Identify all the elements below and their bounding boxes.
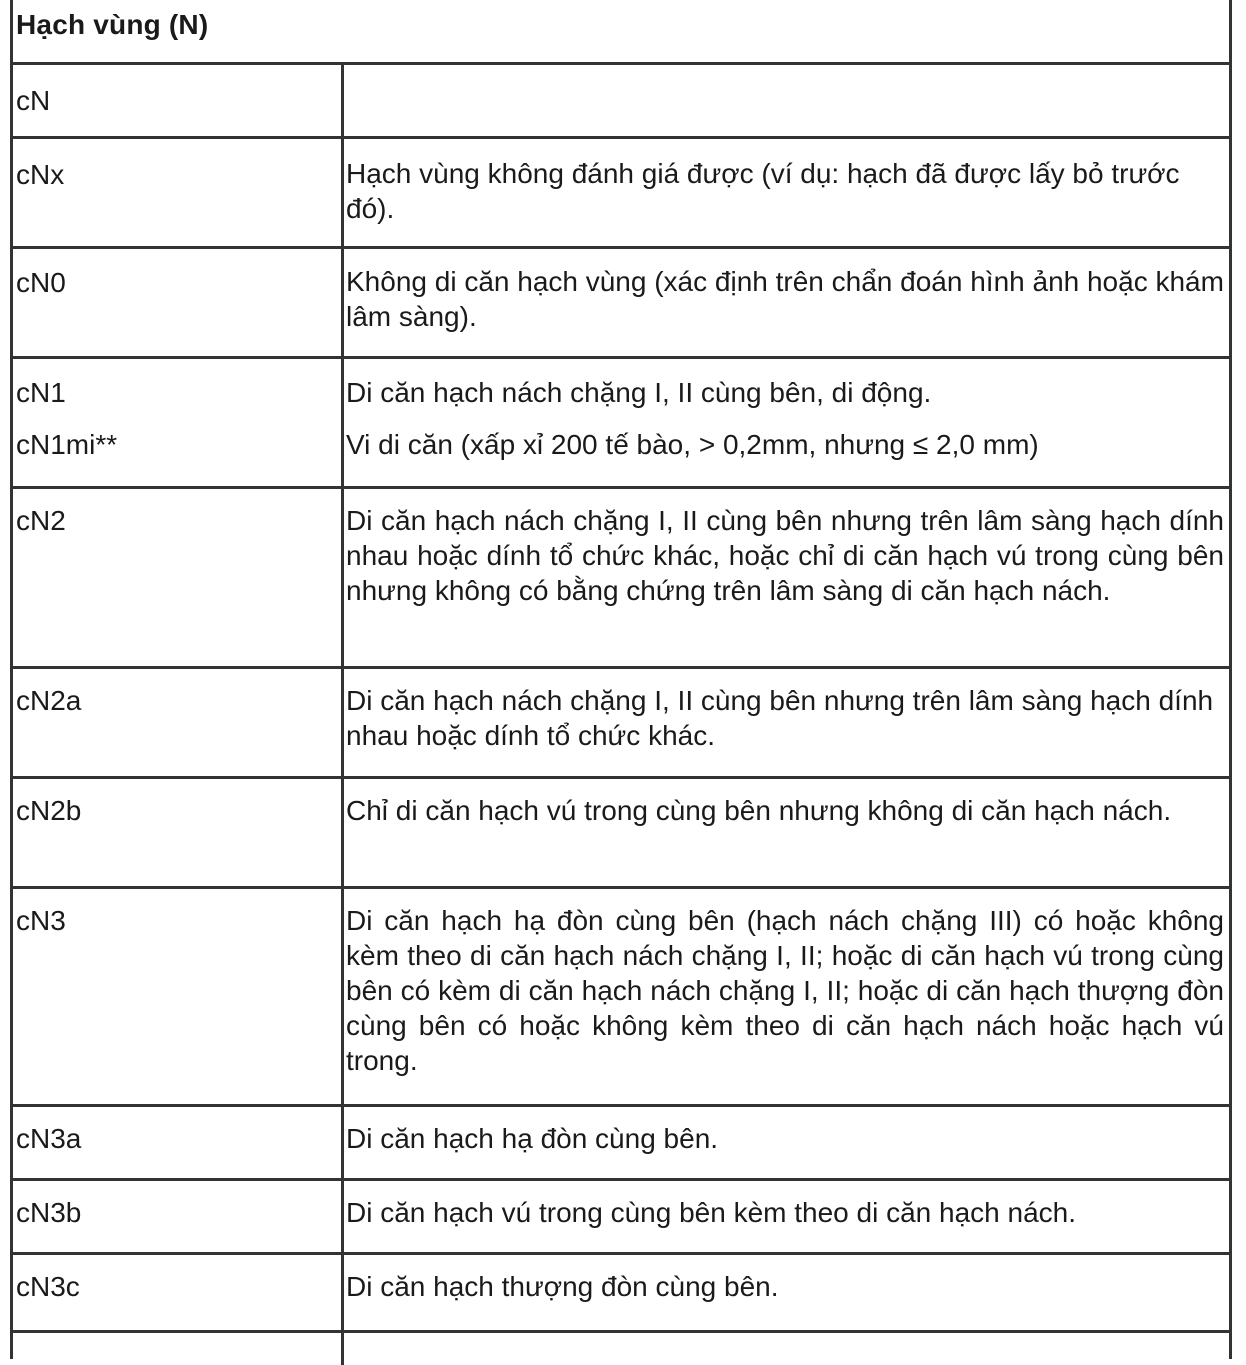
stage-description: Di căn hạch vú trong cùng bên kèm theo di căn hạch nách. xyxy=(346,1197,1077,1228)
stage-code: cN2b xyxy=(16,795,82,826)
stage-code: cN1 xyxy=(16,377,66,408)
table-title: Hạch vùng (N) xyxy=(16,9,209,40)
stage-description-group xyxy=(346,367,1224,471)
stage-code: cN1mi** xyxy=(16,429,118,460)
stage-description: Di căn hạch hạ đòn cùng bên (hạch nách chặng III) có hoặc không kèm theo di căn hạch nách chặng I, II; hoặc di căn hạch vú trong cùng bên có kèm di căn hạch nách chặng I, II; hoặc di căn hạch thượng đòn cùng bên có hoặc không kèm theo di căn hạch nách hoặc hạch vú trong. xyxy=(346,905,1224,1076)
table-row xyxy=(13,359,1229,489)
stage-description: Không di căn hạch vùng (xác định trên chẩn đoán hình ảnh hoặc khám lâm sàng). xyxy=(346,266,1224,332)
stage-description: Chỉ di căn hạch vú trong cùng bên nhưng không di căn hạch nách. xyxy=(346,795,1172,826)
stage-code: cN3 xyxy=(16,905,66,936)
table-row xyxy=(13,489,1229,669)
table-row xyxy=(13,889,1229,1107)
table-row xyxy=(13,1107,1229,1181)
stage-code-group xyxy=(16,367,117,471)
table-row xyxy=(13,249,1229,359)
stage-description: Di căn hạch nách chặng I, II cùng bên nhưng trên lâm sàng hạch dính nhau hoặc dính tổ chức khác. xyxy=(346,685,1214,751)
stage-description: Vi di căn (xấp xỉ 200 tế bào, > 0,2mm, nhưng ≤ 2,0 mm) xyxy=(346,429,1039,460)
stage-code: cN3b xyxy=(16,1197,82,1228)
table-header-row xyxy=(13,0,1229,65)
stage-code: cN3c xyxy=(16,1271,80,1302)
stage-description: Hạch vùng không đánh giá được (ví dụ: hạch đã được lấy bỏ trước đó). xyxy=(346,158,1180,224)
table-row xyxy=(13,139,1229,249)
stage-description-group xyxy=(346,1261,1224,1313)
stage-description: Di căn hạch hạ đòn cùng bên. xyxy=(346,1123,719,1154)
n-staging-table xyxy=(10,0,1232,1359)
table-row xyxy=(13,65,1229,139)
stage-description: Di căn hạch nách chặng I, II cùng bên, di động. xyxy=(346,377,932,408)
table-row xyxy=(13,779,1229,889)
stage-code: cNx xyxy=(16,159,65,190)
stage-code: cN0 xyxy=(16,267,66,298)
stage-code: cN xyxy=(16,85,51,116)
table-row xyxy=(13,669,1229,779)
stage-description-group xyxy=(346,1113,1224,1165)
stage-code: cN2a xyxy=(16,685,82,716)
stage-code: cN3a xyxy=(16,1123,82,1154)
stage-description: Di căn hạch nách chặng I, II cùng bên nhưng trên lâm sàng hạch dính nhau hoặc dính tổ chức khác, hoặc chỉ di căn hạch vú trong cùng bên nhưng không có bằng chứng trên lâm sàng di căn hạch nách. xyxy=(346,505,1224,606)
table-row xyxy=(13,1181,1229,1255)
table-row xyxy=(13,1255,1229,1333)
stage-code: cN2 xyxy=(16,505,66,536)
stage-description: Di căn hạch thượng đòn cùng bên. xyxy=(346,1271,779,1302)
stage-description-group xyxy=(346,1187,1224,1239)
